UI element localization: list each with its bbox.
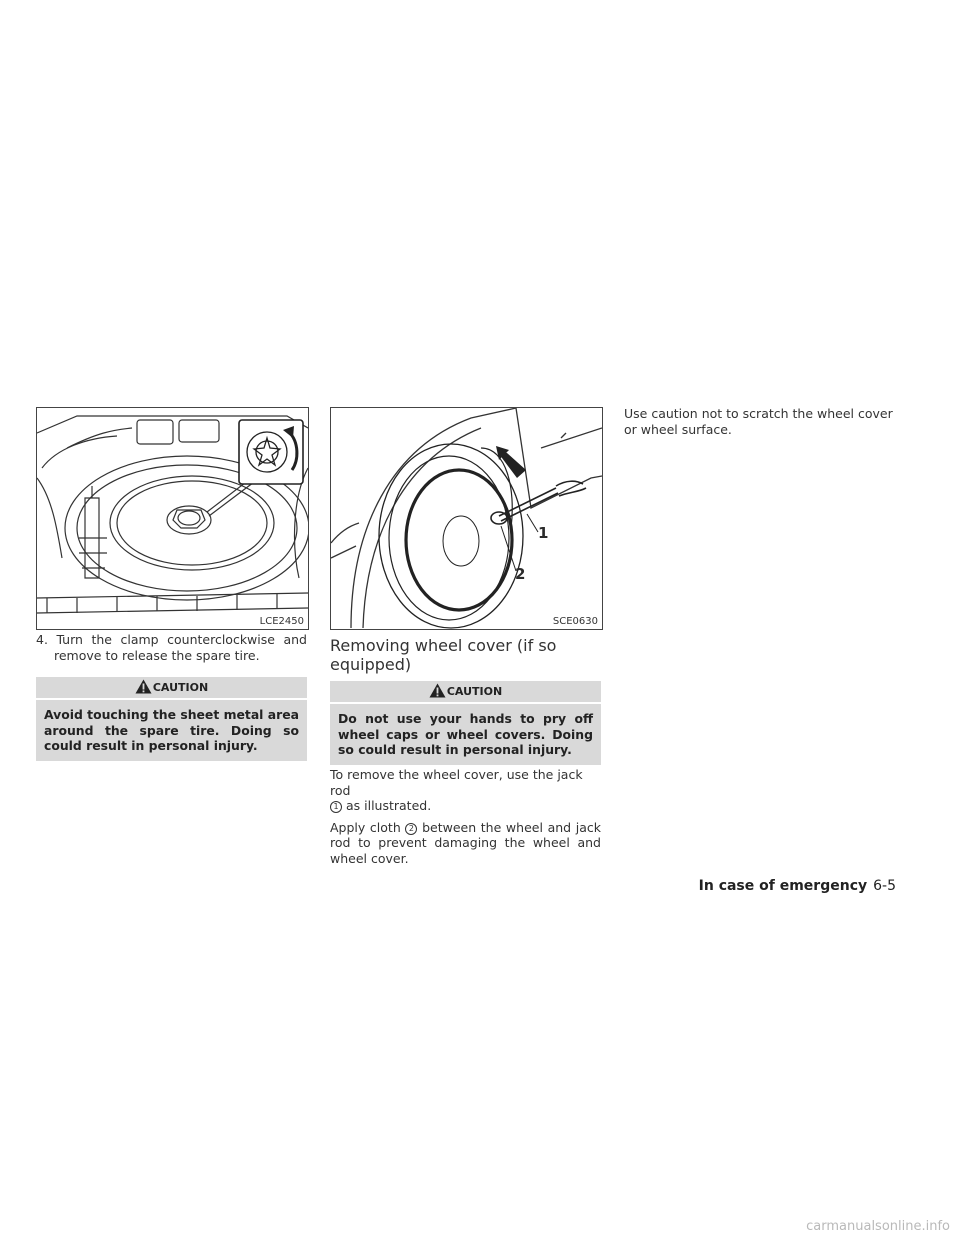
jack-rod-paragraph <box>330 767 601 814</box>
figure-spare-tire <box>36 407 309 630</box>
page-number: 6-5 <box>873 878 896 894</box>
cloth-text-end: between the wheel and jack rod to prevent damaging the wheel and wheel cover. <box>330 819 601 866</box>
section-heading-wheel-cover: Removing wheel cover (if so equipped) <box>330 636 557 674</box>
figure-id-label: LCE2450 <box>259 616 304 627</box>
scratch-caution-text <box>624 406 895 437</box>
warning-triangle-icon <box>135 679 152 701</box>
cloth-text: Apply cloth <box>330 819 401 835</box>
caution-body: Do not use your hands to pry off wheel caps or wheel covers. Doing so could result in personal injury. <box>338 711 593 757</box>
jack-rod-text: To remove the wheel cover, use the jack rod <box>330 767 583 798</box>
caution-heading <box>36 677 307 700</box>
spare-tire-illustration <box>37 408 308 629</box>
callout-2: 2 <box>515 565 526 583</box>
figure-wheel-cover <box>330 407 603 630</box>
scratch-paragraph: Use caution not to scratch the wheel cover or wheel surface. <box>624 406 893 437</box>
cloth-paragraph <box>330 820 601 867</box>
callout-marker-2: 2 <box>405 823 417 835</box>
footer-section-title: In case of emergency <box>698 878 868 894</box>
caution-heading <box>330 681 601 704</box>
callout-marker-1: 1 <box>330 801 342 813</box>
callout-1: 1 <box>538 524 549 542</box>
caution-box-wheel-cover <box>330 681 601 765</box>
step-4-text <box>36 632 307 663</box>
caution-heading-text: CAUTION <box>152 681 209 694</box>
warning-triangle-icon <box>429 683 446 705</box>
step-4-paragraph: 4. Turn the clamp counterclockwise and remove to release the spare tire. <box>36 632 307 663</box>
wheel-cover-illustration <box>331 408 602 629</box>
figure-id-label: SCE0630 <box>552 616 598 627</box>
caution-box-spare-tire <box>36 677 307 761</box>
caution-heading-text: CAUTION <box>446 685 503 698</box>
caution-body: Avoid touching the sheet metal area around the spare tire. Doing so could result in personal injury. <box>44 707 299 753</box>
wheel-cover-instructions <box>330 767 601 866</box>
page-footer <box>699 877 896 895</box>
watermark: carmanualsonline.info <box>806 1219 950 1234</box>
jack-rod-text-end: as illustrated. <box>345 798 432 813</box>
